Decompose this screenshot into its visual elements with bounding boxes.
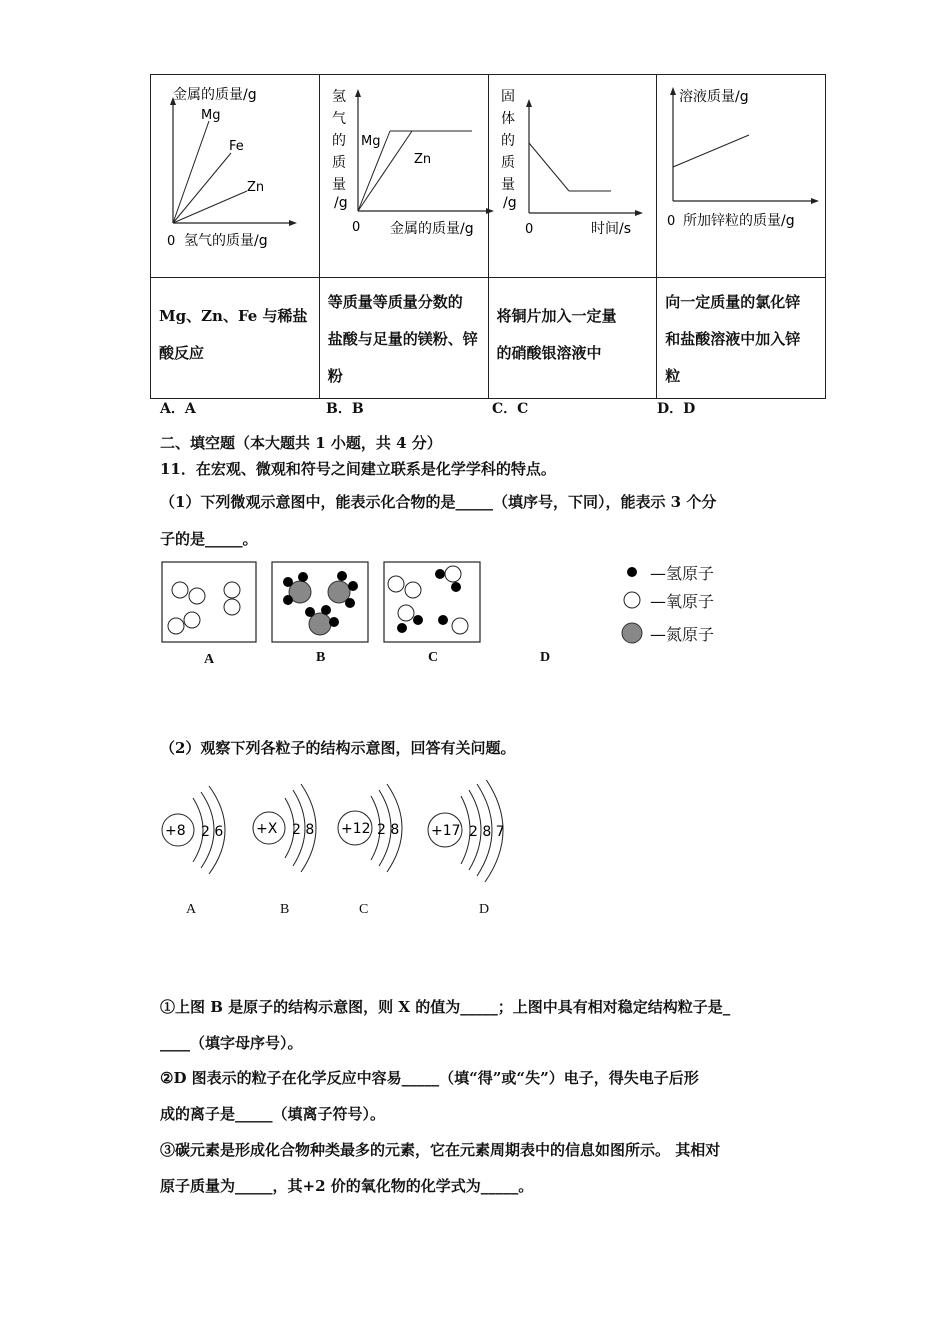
oxygen-atom: [184, 612, 200, 628]
desc-a-line: 酸反应: [159, 344, 205, 362]
desc-cell-a: [151, 278, 320, 399]
oxygen-atom: [172, 582, 188, 598]
legend-oxygen: —氧原子: [650, 592, 715, 611]
graph-table: [150, 74, 826, 399]
graph-d-ylabel: 溶液质量/g: [679, 89, 749, 105]
oxygen-atom: [224, 599, 240, 615]
graph-c-ylabel-char: 质: [500, 155, 515, 171]
graph-c-ylabel-char: 固: [500, 89, 515, 105]
hydrogen-atom: [345, 598, 355, 608]
graph-b-zn-label: Zn: [413, 152, 431, 167]
graph-a-mg-label: Mg: [201, 108, 221, 123]
atomic-structures: [155, 780, 535, 890]
hydrogen-atom: [298, 572, 308, 582]
sub2-line2: 成的离子是_____（填离子符号）。: [160, 1105, 386, 1123]
graph-c-ylabel-char: 体: [500, 111, 515, 127]
hydrogen-atom: [283, 577, 293, 587]
graph-d-xlabel: 所加锌粒的质量/g: [683, 213, 795, 229]
graph-d-origin: 0: [667, 214, 676, 229]
oxygen-atom: [452, 618, 468, 634]
structure-label-d: D: [479, 902, 490, 917]
desc-d-line: 粒: [665, 367, 681, 385]
graph-cell-b: [319, 75, 488, 278]
graph-a-origin: 0: [167, 234, 176, 249]
hydrogen-atom: [435, 569, 445, 579]
graph-c-origin: 0: [524, 222, 533, 237]
section-title: 二、填空题（本大题共 1 小题，共 4 分）: [160, 434, 442, 452]
structure-a-nucleus: +8: [165, 823, 186, 839]
hydrogen-legend-icon: [627, 567, 637, 577]
graph-a-xlabel: 氢气的质量/g: [184, 233, 268, 249]
desc-cell-b: [319, 278, 488, 399]
graph-c-ylabel-char: /g: [502, 195, 517, 211]
legend-nitrogen: —氮原子: [650, 625, 715, 644]
graph-c: [489, 75, 653, 273]
structure-b-nucleus: +X: [256, 821, 278, 837]
sub3-line1: ③碳元素是形成化合物种类最多的元素，它在元素周期表中的信息如图所示。 其相对: [160, 1141, 721, 1159]
micro-diagrams: [160, 560, 490, 646]
hydrogen-atom: [283, 595, 293, 605]
structure-d-nucleus: +17: [431, 823, 461, 839]
graph-b-ylabel-char: 质: [331, 155, 346, 171]
desc-c-line: 的硝酸银溶液中: [496, 344, 602, 362]
desc-a-line: Mg、Zn、Fe 与稀盐: [159, 307, 308, 325]
graph-a: [151, 75, 309, 273]
sub1-line2: ____（填字母序号）。: [160, 1034, 303, 1052]
desc-d-line: 向一定质量的氯化锌: [665, 293, 801, 311]
sub3-line2: 原子质量为_____，其+2 价的氧化物的化学式为_____。: [160, 1177, 534, 1195]
structure-b-shells: 2 8: [292, 822, 315, 838]
graph-c-xlabel: 时间/s: [590, 221, 631, 237]
desc-c-line: 将铜片加入一定量: [496, 307, 617, 325]
hydrogen-atom: [305, 607, 315, 617]
structure-label-a: A: [186, 902, 197, 917]
graph-b-xlabel: 金属的质量/g: [389, 221, 474, 237]
part1-line1: （1）下列微观示意图中，能表示化合物的是_____（填序号，下同），能表示 3 个分: [160, 493, 717, 511]
part1-line2: 子的是_____。: [160, 530, 258, 548]
graph-cell-c: [488, 75, 657, 278]
desc-d-line: 和盐酸溶液中加入锌: [665, 330, 801, 348]
structure-label-b: B: [280, 902, 290, 917]
graph-c-ylabel-char: 的: [500, 133, 515, 149]
graph-cell-d: [657, 75, 826, 278]
structure-a-shells: 2 6: [201, 824, 224, 840]
hydrogen-atom: [348, 581, 358, 591]
hydrogen-atom: [397, 623, 407, 633]
desc-cell-c: [488, 278, 657, 399]
graph-a-fe-label: Fe: [229, 139, 244, 154]
option-a[interactable]: A．A: [160, 401, 196, 417]
graph-b-ylabel-char: 气: [331, 111, 346, 127]
graph-b-mg-label: Mg: [360, 134, 381, 149]
hydrogen-atom: [337, 571, 347, 581]
graph-b: [320, 75, 502, 273]
oxygen-legend-icon: [624, 592, 640, 608]
option-c[interactable]: C．C: [492, 401, 529, 417]
part2-title: （2）观察下列各粒子的结构示意图，回答有关问题。: [160, 739, 516, 757]
hydrogen-atom: [451, 582, 461, 592]
micro-label-b: B: [316, 650, 326, 665]
hydrogen-atom: [321, 605, 331, 615]
oxygen-atom: [398, 605, 414, 621]
hydrogen-atom: [413, 615, 423, 625]
hydrogen-atom: [438, 615, 448, 625]
graph-b-ylabel-char: /g: [333, 195, 348, 211]
graph-b-ylabel-char: 的: [331, 133, 346, 149]
legend-hydrogen: —氢原子: [650, 564, 715, 583]
structure-c-nucleus: +12: [341, 821, 371, 837]
desc-b-line: 盐酸与足量的镁粉、锌: [327, 330, 478, 348]
hydrogen-atom: [329, 617, 339, 627]
graph-a-ylabel: 金属的质量/g: [173, 87, 257, 103]
graph-c-ylabel-char: 量: [500, 177, 515, 193]
graph-b-ylabel-char: 量: [331, 177, 346, 193]
option-d[interactable]: D．D: [657, 401, 696, 417]
graph-cell-a: [151, 75, 320, 278]
sub2-line1: ②D 图表示的粒子在化学反应中容易_____（填“得”或“失”）电子，得失电子后形: [160, 1069, 699, 1087]
oxygen-atom: [224, 582, 240, 598]
micro-label-d: D: [540, 650, 551, 665]
desc-cell-d: [657, 278, 826, 399]
oxygen-atom: [168, 618, 184, 634]
oxygen-atom: [405, 582, 421, 598]
graph-d: [657, 75, 827, 273]
graph-a-zn-label: Zn: [247, 180, 265, 195]
oxygen-atom: [445, 566, 461, 582]
structure-label-c: C: [359, 902, 369, 917]
option-b[interactable]: B．B: [326, 401, 364, 417]
oxygen-atom: [388, 576, 404, 592]
legend-symbols: [620, 562, 650, 648]
micro-label-c: C: [428, 650, 439, 665]
graph-b-origin: 0: [351, 220, 361, 235]
oxygen-atom: [189, 588, 205, 604]
structure-d-shells: 2 8 7: [469, 824, 505, 840]
nitrogen-legend-icon: [622, 623, 642, 643]
structure-c-shells: 2 8: [377, 822, 400, 838]
sub1-line1: ①上图 B 是原子的结构示意图，则 X 的值为_____；上图中具有相对稳定结构粒子是_: [160, 998, 731, 1016]
question-stem: 11．在宏观、微观和符号之间建立联系是化学学科的特点。: [160, 460, 556, 478]
desc-b-line: 粉: [327, 367, 343, 385]
desc-b-line: 等质量等质量分数的: [327, 293, 463, 311]
graph-b-ylabel-char: 氢: [331, 89, 346, 105]
micro-label-a: A: [204, 652, 215, 667]
